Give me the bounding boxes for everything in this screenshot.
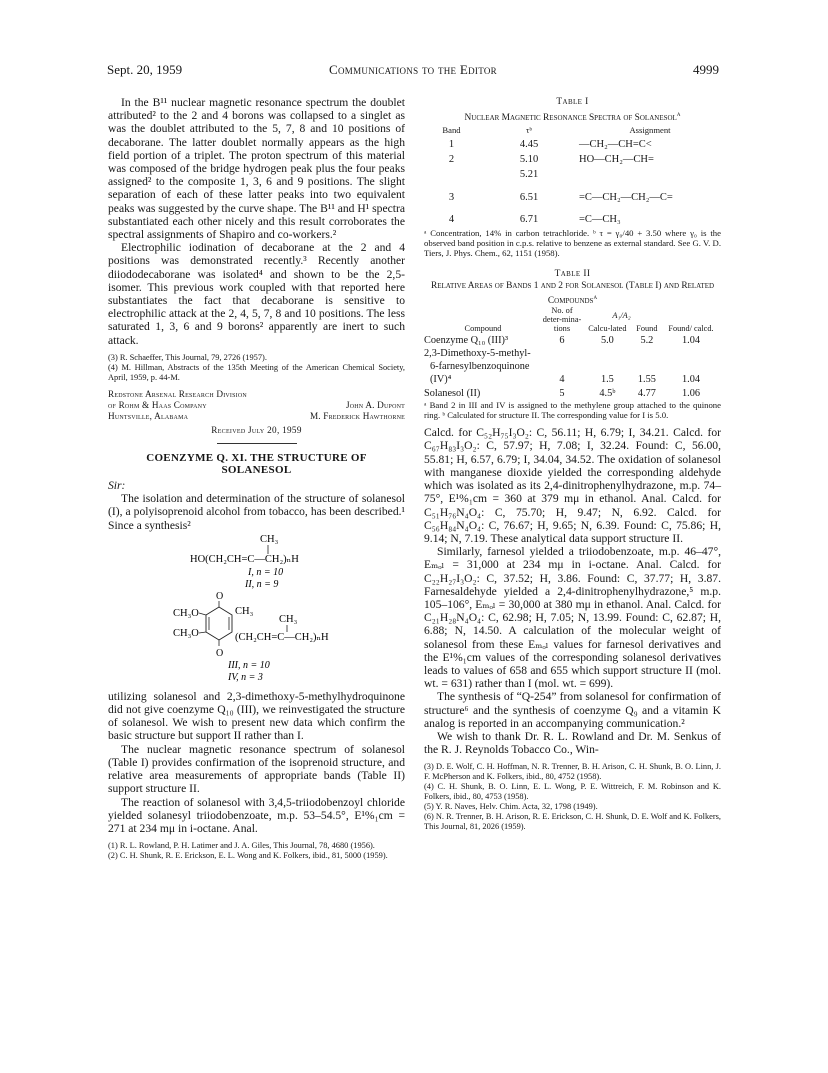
- table-cell: 2,3-Dimethoxy-5-methyl-: [424, 348, 531, 360]
- footnotes: [108, 353, 405, 383]
- table-2-label: Table II: [554, 269, 591, 280]
- formula-2-drawing: [108, 590, 405, 690]
- formula-label: CH₃: [260, 533, 279, 545]
- table-cell: (IV)⁴: [430, 374, 452, 386]
- table-cell: 6.51: [519, 191, 539, 203]
- affiliation: [108, 389, 405, 422]
- table-cell: 3: [448, 191, 455, 203]
- table-2: [424, 307, 721, 399]
- formula-label: III, n = 10: [228, 659, 270, 671]
- table-header: A₁/A₂: [612, 310, 631, 320]
- table-cell: 4: [448, 214, 455, 226]
- table-cell: [661, 347, 721, 360]
- table-header: Assignment: [629, 125, 671, 136]
- table-cell: 1.5: [600, 374, 614, 386]
- table-row: [424, 183, 721, 213]
- table-cell: 4.45: [519, 139, 539, 151]
- formula-label: CH₃: [235, 605, 254, 617]
- structural-formula-solanesol: [108, 532, 405, 590]
- table-row: [424, 334, 721, 347]
- paragraph: Electrophilic iodination of decaborane at the 2 and 4 positions was demonstrated recently.³ Recently another diiododecaborane was isolated⁴ and shown to be the 2,5-isomer. This previous work coupled with that reported here substantiates the fact that decaborane is sensitive to electrophilic attack at the 2, 4, 5, 7, 8 and 10 positions. The less saturated 1, 3, 6 and 9 borons² apparently are inert to such attack.: [108, 241, 405, 347]
- table-header: Found: [636, 324, 658, 334]
- table-2-title-marker: a: [593, 293, 598, 302]
- table-cell: 6.71: [519, 214, 539, 226]
- affiliation-line: Redstone Arsenal Research Division: [108, 388, 247, 399]
- header-section: Communications to the Editor: [329, 62, 497, 77]
- formula-label: HO(CH₂CH=C—CH₂)ₙH: [190, 553, 299, 565]
- table-cell: [579, 168, 721, 183]
- table-row: [424, 387, 721, 400]
- table-2-title: [424, 281, 721, 307]
- left-column: [108, 96, 405, 861]
- table-cell: 1.04: [681, 374, 700, 386]
- table-2-title-text: Relative Areas of Bands 1 and 2 for Solanesol (Table I) and Related Compounds: [430, 281, 715, 307]
- formula-label: CH₃O: [173, 627, 199, 639]
- paragraph: The nuclear magnetic resonance spectrum of solanesol (Table I) provides confirmation of the isoprenoid structure, and relative area measurements of appropriate bands (Table II) support structure II.: [108, 742, 405, 796]
- table-1-note: ᵃ Concentration, 14% in carbon tetrachloride. ᵇ τ = γ₀/40 + 3.50 where γ₀ is the observed band position in c.p.s. relative to benzene as external standard. See G. V. D. Tiers, J. Phys. Chem., 62, 1151 (1958).: [424, 227, 721, 258]
- formula-label: O: [216, 647, 224, 659]
- table-cell: 5: [559, 387, 565, 399]
- right-column: [424, 96, 721, 832]
- table-cell: [542, 360, 582, 373]
- divider: [217, 443, 297, 444]
- table-header: Found/ calcd.: [668, 324, 714, 334]
- table-header: Compound: [464, 324, 502, 334]
- table-header: No. of deter-mina-tions: [542, 306, 582, 334]
- table-cell: Coenzyme Q₁₀ (III)³: [424, 334, 509, 346]
- formula-label: O: [216, 590, 224, 602]
- formula-label: IV, n = 3: [228, 671, 263, 683]
- formula-1-drawing: [108, 532, 405, 590]
- footnote: (2) C. H. Shunk, R. E. Erickson, E. L. Wong and K. Folkers, ibid., 81, 5000 (1959).: [108, 851, 388, 861]
- table-cell: 4: [559, 374, 565, 386]
- table-row: [424, 373, 721, 386]
- page-number: 4999: [693, 62, 719, 77]
- paragraph: We wish to thank Dr. R. L. Rowland and Dr. M. Senkus of the R. J. Reynolds Tobacco Co., Win-: [424, 729, 721, 757]
- table-header: Band: [442, 125, 461, 136]
- footnote: (3) R. Schaeffer, This Journal, 79, 2726 (1957).: [108, 352, 267, 362]
- salutation: Sir:: [108, 479, 126, 493]
- table-cell: =C—CH₂—CH₂—C=: [579, 191, 673, 203]
- table-cell: =C—CH₃: [579, 214, 621, 226]
- formula-label: (CH₂CH=C—CH₂)ₙH: [235, 631, 329, 643]
- paragraph: Similarly, farnesol yielded a triiodobenzoate, m.p. 46–47°, Eₘₒₗ = 31,000 at 234 mμ in i-octane. Anal. Calcd. for C₂₂H₂₇I₃O₂: C, 37.52; H, 3.86. Found: C, 37.77; H, 3.87. Farnesaldehyde yielded a 2,4-dinitrophenylhydrazone,⁵ m.p. 105–106°, Eₘₒₗ = 30,000 at 380 mμ in ethanol. Anal. Calcd. for C₂₁H₂₈N₄O₄: C, 62.98; H, 7.05; N, 13.99. Found: C, 62.87; H, 6.88; N, 14.50. A calculation of the molecular weight of solanesol from these Eₘₒₗ values for farnesol derivatives and the E¹%₁cm values of the corresponding solanesol derivatives leads to values of 658 and 655 which support structure II (mol. wt. = 631) rather than I (mol. wt. = 699).: [424, 545, 721, 691]
- table-1-title: [424, 109, 721, 124]
- table-1: [424, 124, 721, 227]
- table-cell: 4.77: [637, 387, 656, 399]
- table-cell: Solanesol (II): [424, 387, 481, 399]
- table-cell: 5.10: [519, 154, 539, 166]
- article-title: [108, 452, 405, 476]
- table-cell: 5.0: [600, 334, 614, 346]
- running-header: [107, 62, 719, 78]
- table-2-note: ᵃ Band 2 in III and IV is assigned to the methylene group attached to the quinone ring. ᵇ Calculated for structure II. The corresponding value for I is 5.0.: [424, 399, 721, 421]
- table-cell: [542, 347, 582, 360]
- table-1-title-marker: a: [676, 110, 681, 119]
- article-title-line: COENZYME Q. XI. THE STRUCTURE OF: [146, 452, 367, 465]
- table-cell: 6-farnesylbenzoquinone: [430, 361, 530, 373]
- paragraph: Calcd. for C₅₂H₇₅I₃O₂: C, 56.11; H, 6.79; I, 34.21. Calcd. for C₆₇H₈₃I₃O₂: C, 57.97; H, 7.08; I, 32.24. Found: C, 56.00, 55.81; H, 6.57, 6.79; I, 34.04, 34.52. The oxidation of solanesol with manganese dioxide yielded the corresponding aldehyde which was isolated as its 2,4-dinitrophenylhydrazone, m.p. 74–75°, E¹%₁cm = 360 at 379 mμ in ethanol. Anal. Calcd. for C₅₁H₇₆N₄O₄: C, 75.70; H, 9.47; N, 6.92. Calcd. for C₅₆H₈₄N₄O₄: C, 76.67; H, 9.65; N, 6.39. Found: C, 75.86; H, 9.14; N, 7.19. These analytical data support structure II.: [424, 426, 721, 545]
- table-cell: [633, 347, 661, 360]
- table-cell: [424, 168, 479, 183]
- paragraph: The reaction of solanesol with 3,4,5-triiodobenzoyl chloride yielded solanesyl triiodobenzoate, m.p. 53–54.5°, E¹%₁cm = 271 at 234 mμ in i-octane. Anal.: [108, 795, 405, 835]
- table-cell: HO—CH₂—CH=: [579, 154, 654, 166]
- table-cell: 4.5ᵇ: [599, 387, 616, 399]
- table-row: [424, 153, 721, 168]
- table-1-title-text: Nuclear Magnetic Resonance Spectra of Solanesol: [464, 113, 677, 124]
- table-cell: 2: [448, 154, 455, 166]
- paragraph: The isolation and determination of the structure of solanesol (I), a polyisoprenoid alcohol from tobacco, has been described.¹ Since a synthesis²: [108, 492, 405, 532]
- header-date: Sept. 20, 1959: [107, 62, 183, 77]
- footnote: (4) C. H. Shunk, B. O. Linn, E. L. Wong, P. E. Wittreich, F. M. Robinson and K. Folkers, ibid., 80, 4753 (1958).: [424, 782, 721, 802]
- table-row: [424, 347, 721, 360]
- paragraph: In the B¹¹ nuclear magnetic resonance spectrum the doublet attributed² to the 2 and 4 borons was collapsed to a singlet as was the doublet attributed to the 5, 7, 8 and 10 positions of decaborane. The latter doublet normally appears as the high field portion of a triplet. The proton spectrum of this material was composed of the bridge hydrogen peak plus the four peaks assigned² to the composite 1, 3, 6 and 9 positions. The slight separation of each of these latter peaks into two equivalent peaks was suggested by the curve shape. The B¹¹ and H¹ spectra substantiated each other nicely and this result corroborates the spectral assignments of Shapiro and co-workers.²: [108, 96, 405, 242]
- table-cell: 1.06: [681, 387, 700, 399]
- table-row: [424, 168, 721, 183]
- table-cell: 5.2: [640, 334, 654, 346]
- footnote: (5) Y. R. Naves, Helv. Chim. Acta, 32, 1798 (1949).: [424, 802, 598, 812]
- footnote: (6) N. R. Trenner, B. H. Arison, R. E. Erickson, C. H. Shunk, D. E. Wolf and K. Folkers, This Journal, 81, 2026 (1959).: [424, 812, 721, 832]
- affiliation-line: of Rohm & Haas Company: [108, 399, 207, 410]
- table-cell: [661, 360, 721, 373]
- footnote: (4) M. Hillman, Abstracts of the 135th Meeting of the American Chemical Society, April, 1959, p. 44-M.: [108, 362, 405, 382]
- received-date: Received July 20, 1959: [211, 424, 302, 435]
- affiliation-line: Huntsville, Alabama: [108, 410, 189, 421]
- table-cell: 1.55: [637, 374, 656, 386]
- author-name: M. Frederick Hawthorne: [309, 410, 405, 421]
- paragraph: utilizing solanesol and 2,3-dimethoxy-5-methylhydroquinone did not give coenzyme Q₁₀ (III), we reinvestigated the structure of solanesol. We wish to present new data which confirm the basic structure but support II rather than I.: [108, 689, 405, 743]
- table-cell: [582, 360, 633, 373]
- table-header: Calcu-lated: [588, 324, 627, 334]
- table-1-label: Table I: [556, 97, 589, 107]
- formula-label: CH₃: [279, 613, 298, 625]
- formula-label: II, n = 9: [245, 578, 279, 590]
- footnote: (1) R. L. Rowland, P. H. Latimer and J. A. Giles, This Journal, 78, 4680 (1956).: [108, 841, 375, 851]
- table-cell: 1.04: [681, 334, 700, 346]
- table-cell: 5.21: [519, 169, 539, 181]
- table-cell: 1: [448, 139, 455, 151]
- table-cell: —CH₂—CH=C<: [579, 139, 652, 151]
- table-cell: [633, 360, 661, 373]
- table-cell: [582, 347, 633, 360]
- paragraph: The synthesis of “Q-254” from solanesol for confirmation of structure⁶ and the synthesis of coenzyme Q₉ and a vitamin K analog is reported in an accompanying communication.²: [424, 690, 721, 730]
- article-title-line: SOLANESOL: [221, 464, 292, 477]
- footnotes: [108, 841, 405, 861]
- structural-formula-coenzyme-q: [108, 590, 405, 690]
- footnote: (3) D. E. Wolf, C. H. Hoffman, N. R. Trenner, B. H. Arison, C. H. Shunk, B. O. Linn, J. F. McPherson and K. Folkers, ibid., 80, 4752 (1958).: [424, 762, 721, 782]
- table-header: τᵇ: [525, 125, 533, 136]
- table-row: [424, 360, 721, 373]
- author-name: John A. Dupont: [345, 399, 405, 410]
- formula-label: I, n = 10: [248, 566, 284, 578]
- table-cell: 6: [559, 334, 565, 346]
- table-row: [424, 213, 721, 228]
- table-row: [424, 138, 721, 153]
- footnotes: [424, 762, 721, 832]
- formula-label: CH₃O: [173, 607, 199, 619]
